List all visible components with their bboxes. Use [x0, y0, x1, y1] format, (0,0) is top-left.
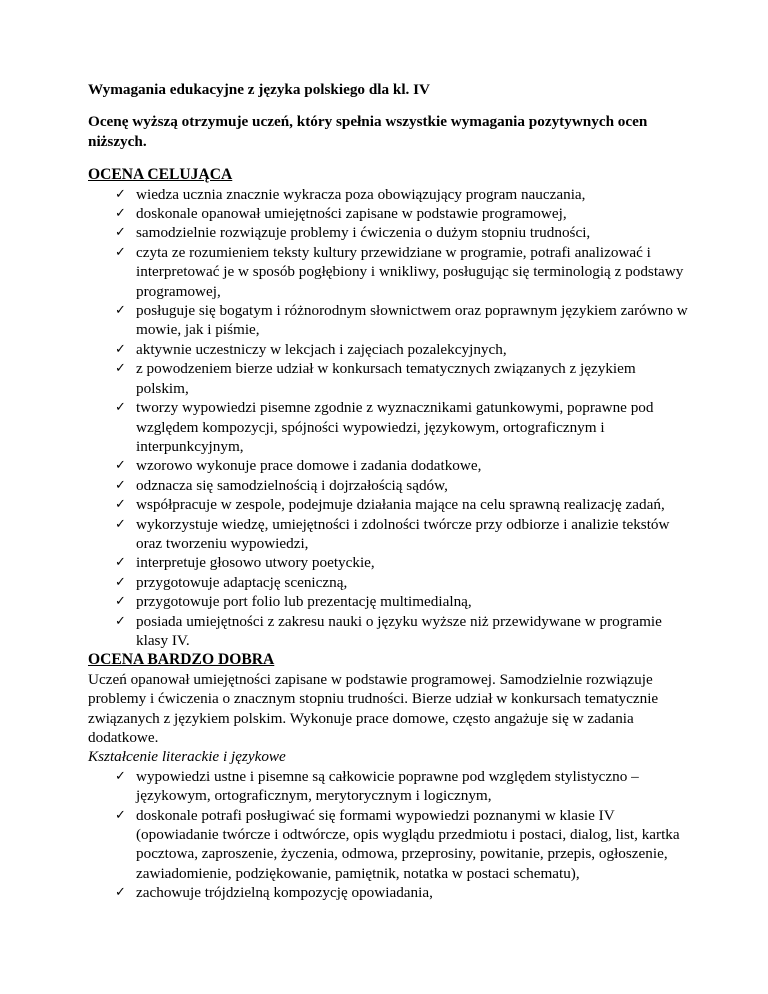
- subheading-ksztalcenie: Kształcenie literackie i językowe: [88, 748, 286, 766]
- list-item: ✓ wykorzystuje wiedzę, umiejętności i zdolności twórcze przy odbiorze i analizie tekstów oraz tworzeniu wypowiedzi,: [115, 515, 670, 552]
- list-item: ✓ doskonale opanował umiejętności zapisane w podstawie programowej,: [115, 205, 567, 223]
- check-icon: ✓: [115, 574, 126, 590]
- check-icon: ✓: [115, 361, 126, 377]
- check-icon: ✓: [115, 768, 126, 784]
- bardzo-dobra-requirements-list: [88, 767, 688, 903]
- list-item: ✓ samodzielnie rozwiązuje problemy i ćwiczenia o dużym stopniu trudności,: [115, 224, 591, 242]
- check-icon: ✓: [115, 555, 126, 571]
- bardzo-dobra-paragraph: Uczeń opanował umiejętności zapisane w podstawie programowej. Samodzielnie rozwiązuje problemy i ćwiczenia o znacznym stopniu trudności. Bierze udział w konkursach tematycznie związanych z językiem polskim. Wykonuje prace domowe, często angażuje się w zadania dodatkowe.: [88, 670, 659, 746]
- check-icon: ✓: [115, 244, 126, 260]
- list-item: ✓ wzorowo wykonuje prace domowe i zadania dodatkowe,: [115, 457, 482, 475]
- check-icon: ✓: [115, 303, 126, 319]
- list-item: ✓ zachowuje trójdzielną kompozycję opowiadania,: [115, 884, 433, 902]
- list-item: ✓ wypowiedzi ustne i pisemne są całkowicie poprawne pod względem stylistyczno – językowym, ortograficznym, merytorycznym i logicznym,: [115, 767, 639, 805]
- heading-ocena-celujaca: OCENA CELUJĄCA: [88, 166, 233, 184]
- check-icon: ✓: [115, 341, 126, 357]
- list-item: ✓ przygotowuje adaptację sceniczną,: [115, 573, 348, 591]
- check-icon: ✓: [115, 497, 126, 513]
- list-item: ✓ interpretuje głosowo utwory poetyckie,: [115, 554, 375, 572]
- list-item: ✓ posługuje się bogatym i różnorodnym słownictwem oraz poprawnym językiem zarówno w mowie, jak i piśmie,: [115, 302, 688, 339]
- check-icon: ✓: [115, 885, 126, 901]
- document-title: Wymagania edukacyjne z języka polskiego dla kl. IV: [88, 81, 431, 98]
- check-icon: ✓: [115, 458, 126, 474]
- list-item: ✓ wiedza ucznia znacznie wykracza poza obowiązujący program nauczania,: [115, 185, 586, 203]
- list-item: ✓ czyta ze rozumieniem teksty kultury przewidziane w programie, potrafi analizować i interpretować je w sposób pogłębiony i wnikliwy, posługując się terminologią z podstawy programowej,: [115, 243, 684, 300]
- check-icon: ✓: [115, 206, 126, 222]
- check-icon: ✓: [115, 594, 126, 610]
- celujaca-requirements-list: [88, 185, 688, 651]
- list-item: ✓ tworzy wypowiedzi pisemne zgodnie z wyznacznikami gatunkowymi, poprawne pod względem kompozycji, spójności wypowiedzi, językowym, ortograficznym i interpunkcyjnym,: [115, 399, 654, 455]
- heading-ocena-bardzo-dobra: OCENA BARDZO DOBRA: [88, 651, 275, 669]
- list-item: ✓ doskonale potrafi posługiwać się formami wypowiedzi poznanymi w klasie IV (opowiadanie twórcze i odtwórcze, opis wyglądu przedmiotu i postaci, dialog, list, kartka pocztowa, zaproszenie, życzenia, odmowa, przeprosiny, powitanie, przepis, ogłoszenie, zawiadomienie, podziękowanie, pamiętnik, notatka w postaci schematu),: [115, 806, 680, 882]
- check-icon: ✓: [115, 186, 126, 202]
- check-icon: ✓: [115, 613, 126, 629]
- document-page: [88, 80, 688, 903]
- list-item: ✓ aktywnie uczestniczy w lekcjach i zajęciach pozalekcyjnych,: [115, 340, 507, 358]
- check-icon: ✓: [115, 807, 126, 823]
- list-item: ✓ odznacza się samodzielnością i dojrzałością sądów,: [115, 476, 448, 494]
- list-item: ✓ z powodzeniem bierze udział w konkursach tematycznych związanych z językiem polskim,: [115, 360, 636, 397]
- check-icon: ✓: [115, 477, 126, 493]
- intro-statement: Ocenę wyższą otrzymuje uczeń, który spełnia wszystkie wymagania pozytywnych ocen niższych.: [88, 113, 648, 150]
- list-item: ✓ posiada umiejętności z zakresu nauki o języku wyższe niż przewidywane w programie klasy IV.: [115, 612, 662, 649]
- check-icon: ✓: [115, 516, 126, 532]
- list-item: ✓ współpracuje w zespole, podejmuje działania mające na celu sprawną realizację zadań,: [115, 496, 665, 514]
- check-icon: ✓: [115, 400, 126, 416]
- check-icon: ✓: [115, 225, 126, 241]
- list-item: ✓ przygotowuje port folio lub prezentację multimedialną,: [115, 593, 472, 611]
